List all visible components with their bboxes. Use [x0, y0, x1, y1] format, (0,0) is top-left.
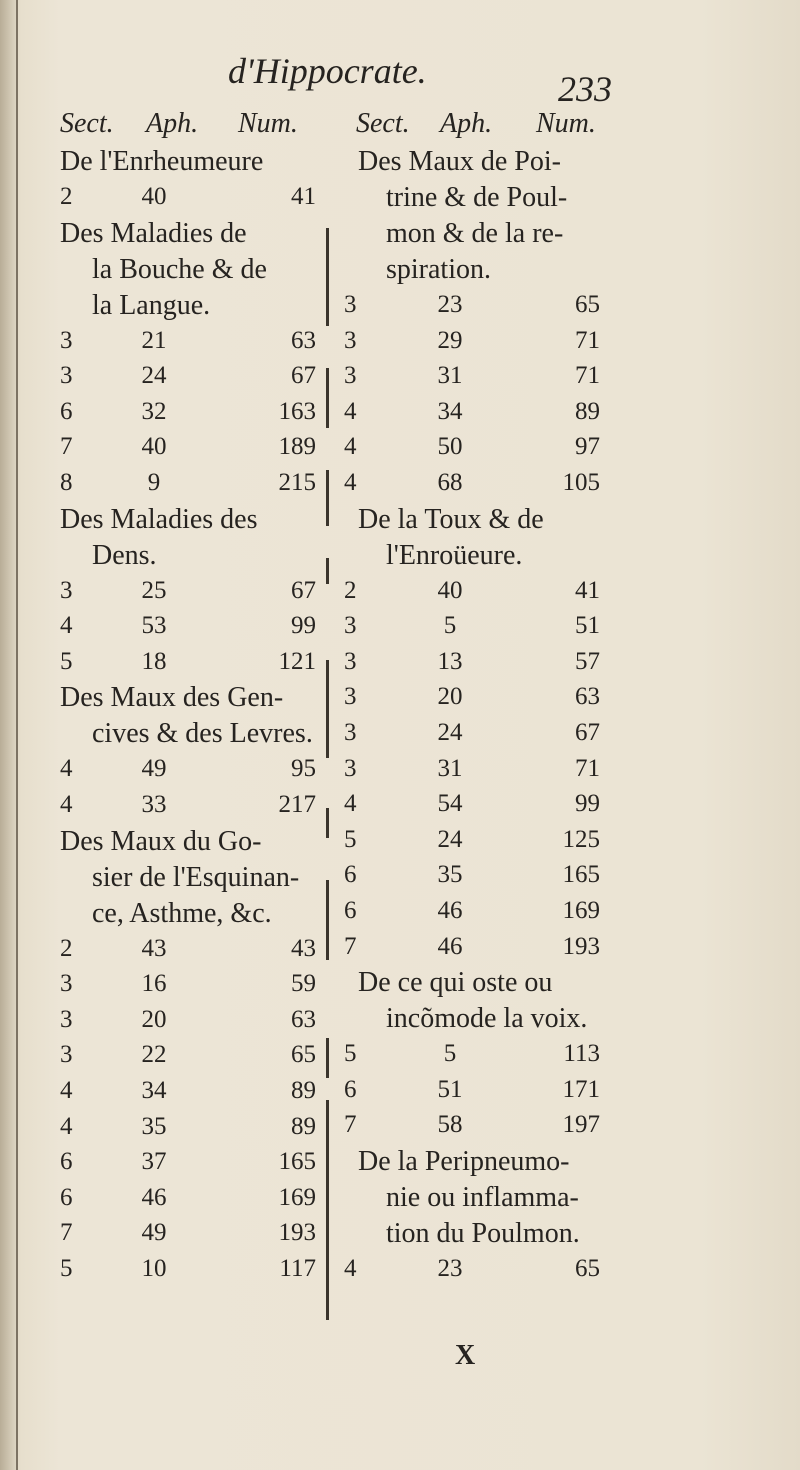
index-row	[0, 895, 800, 927]
index-aph-value: 32	[141, 397, 167, 425]
index-num-value: 113	[563, 1040, 600, 1068]
section-heading-line: Des Maux de Poi-	[358, 146, 561, 177]
index-aph-value: 24	[141, 362, 167, 390]
index-aph-value: 34	[437, 397, 463, 425]
index-aph-value: 43	[141, 934, 167, 962]
section-heading-line: trine & de Poul-	[386, 182, 568, 213]
index-sect-value: 3	[344, 326, 357, 354]
index-num-value: 97	[575, 433, 600, 461]
index-sect-value: 6	[344, 861, 357, 889]
index-num-value: 71	[575, 362, 600, 390]
index-num-value: 117	[279, 1255, 316, 1282]
index-aph-value: 21	[141, 326, 167, 354]
right-header-num: Num.	[536, 108, 596, 139]
page-number: 233	[558, 69, 612, 109]
index-aph-value: 46	[141, 1183, 167, 1211]
index-aph-value: 22	[141, 1041, 167, 1069]
index-aph-value: 40	[437, 576, 463, 604]
index-row	[0, 681, 800, 713]
section-heading-line: ce, Asthme, &c.	[92, 897, 272, 929]
index-sect-value: 4	[60, 1112, 73, 1140]
index-num-value: 89	[291, 1112, 316, 1140]
index-aph-value: 37	[141, 1148, 167, 1176]
index-num-value: 193	[562, 932, 600, 960]
index-row	[0, 646, 800, 678]
section-heading-line: De la Toux & de	[358, 503, 544, 535]
section-heading-line: Des Maux des Gen-	[60, 682, 284, 714]
index-sect-value: 3	[344, 647, 357, 675]
column-rule	[326, 558, 329, 584]
section-heading-line: De ce qui oste ou	[358, 967, 553, 999]
index-sect-value: 4	[60, 1077, 73, 1104]
index-num-value: 217	[278, 791, 316, 818]
index-aph-value: 46	[437, 897, 463, 924]
running-title: d'Hippocrate.	[228, 51, 427, 91]
index-sect-value: 6	[344, 1075, 357, 1103]
section-heading-line: incõmode la voix.	[386, 1003, 588, 1035]
index-sect-value: 3	[60, 576, 73, 604]
index-aph-value: 68	[437, 469, 463, 496]
column-rule	[326, 808, 329, 838]
index-row	[0, 575, 800, 607]
index-aph-value: 54	[437, 790, 463, 818]
column-rule	[326, 368, 329, 428]
index-sect-value: 7	[344, 1111, 357, 1139]
index-sect-value: 3	[344, 754, 357, 782]
index-sect-value: 5	[60, 1255, 73, 1282]
left-header-aph: Aph.	[146, 108, 199, 139]
index-row	[0, 610, 800, 642]
index-num-value: 171	[562, 1075, 600, 1103]
section-heading-line: De l'Enrheumeure	[60, 146, 264, 177]
index-aph-value: 5	[443, 612, 457, 640]
index-row	[0, 824, 800, 856]
section-heading-line: Des Maux du Go-	[60, 825, 262, 857]
index-aph-value: 40	[141, 183, 167, 210]
section-heading-line: l'Enroüeure.	[386, 539, 523, 571]
section-heading-line: la Langue.	[92, 289, 211, 321]
column-rule	[326, 470, 329, 526]
index-aph-value: 34	[141, 1077, 167, 1104]
section-heading-line: spiration.	[386, 254, 491, 285]
index-num-value: 43	[291, 934, 316, 962]
index-sect-value: 7	[60, 1219, 73, 1247]
index-sect-value: 4	[344, 1255, 357, 1282]
index-num-value: 215	[278, 469, 316, 496]
index-aph-value: 25	[141, 576, 167, 604]
signature-mark: X	[455, 1340, 476, 1371]
index-aph-value: 46	[437, 932, 463, 960]
index-sect-value: 4	[60, 791, 73, 818]
index-aph-value: 35	[437, 861, 463, 889]
index-row	[0, 325, 800, 357]
index-num-value: 71	[575, 326, 600, 354]
index-row	[0, 1074, 800, 1106]
section-heading-line: mon & de la re-	[386, 218, 564, 249]
index-num-value: 63	[291, 326, 316, 354]
index-num-value: 105	[562, 469, 600, 496]
index-num-value: 165	[562, 861, 600, 889]
index-aph-value: 24	[437, 825, 463, 853]
index-num-value: 99	[291, 612, 316, 640]
index-row	[0, 753, 800, 785]
index-aph-value: 33	[141, 791, 167, 818]
index-sect-value: 5	[60, 647, 73, 675]
index-num-value: 59	[291, 970, 316, 998]
index-row	[0, 431, 800, 463]
index-sect-value: 8	[60, 469, 73, 496]
index-sect-value: 2	[344, 576, 357, 604]
index-aph-value: 51	[437, 1075, 463, 1103]
index-sect-value: 6	[60, 1183, 73, 1211]
index-aph-value: 16	[141, 970, 167, 998]
index-sect-value: 3	[344, 291, 357, 318]
section-heading-line: Dens.	[92, 539, 157, 571]
index-row	[0, 931, 800, 963]
index-sect-value: 3	[344, 612, 357, 640]
index-num-value: 41	[291, 183, 316, 210]
section-heading-line: Des Maladies des	[60, 503, 258, 535]
right-header-sect: Sect.	[356, 108, 410, 139]
index-aph-value: 31	[437, 362, 463, 390]
index-aph-value: 23	[437, 291, 463, 318]
index-sect-value: 2	[60, 934, 73, 962]
index-aph-value: 18	[141, 647, 167, 675]
index-aph-value: 49	[141, 755, 167, 783]
index-aph-value: 53	[141, 612, 167, 640]
index-aph-value: 20	[141, 1005, 167, 1033]
index-row	[0, 360, 800, 392]
index-aph-value: 50	[437, 433, 463, 461]
section-heading-line: Des Maladies de	[60, 217, 247, 249]
section-heading-line: la Bouche & de	[92, 253, 267, 285]
index-sect-value: 5	[344, 1040, 357, 1068]
index-sect-value: 6	[60, 397, 73, 425]
index-num-value: 163	[278, 397, 316, 425]
index-aph-value: 35	[141, 1112, 167, 1140]
index-aph-value: 20	[437, 683, 463, 711]
index-sect-value: 4	[344, 433, 357, 461]
right-header-aph: Aph.	[440, 108, 493, 139]
column-rule	[326, 228, 329, 326]
index-num-value: 197	[562, 1111, 600, 1139]
index-num-value: 63	[291, 1005, 316, 1033]
index-num-value: 99	[575, 790, 600, 818]
index-sect-value: 4	[344, 469, 357, 496]
index-num-value: 89	[291, 1077, 316, 1104]
index-num-value: 67	[575, 719, 600, 746]
index-num-value: 169	[562, 897, 600, 924]
index-num-value: 169	[278, 1183, 316, 1211]
index-row	[0, 717, 800, 749]
section-heading-line: sier de l'Esquinan-	[92, 861, 300, 893]
section-heading-line: De la Peripneumo-	[358, 1146, 570, 1177]
index-sect-value: 6	[60, 1148, 73, 1176]
index-num-value: 65	[291, 1041, 316, 1069]
index-num-value: 67	[291, 362, 316, 390]
index-row	[0, 788, 800, 820]
index-row	[0, 859, 800, 891]
index-row	[0, 289, 800, 321]
index-num-value: 65	[575, 291, 600, 318]
index-row	[0, 467, 800, 499]
index-sect-value: 3	[60, 970, 73, 998]
index-num-value: 125	[562, 825, 600, 853]
index-sect-value: 6	[344, 897, 357, 924]
index-num-value: 71	[575, 754, 600, 782]
index-num-value: 189	[278, 433, 316, 461]
index-num-value: 57	[575, 647, 600, 675]
left-header-sect: Sect.	[60, 108, 114, 139]
index-num-value: 121	[278, 647, 316, 675]
index-aph-value: 58	[437, 1111, 463, 1139]
index-row	[0, 1038, 800, 1070]
index-num-value: 95	[291, 755, 316, 783]
index-aph-value: 40	[141, 433, 167, 461]
index-sect-value: 3	[60, 1005, 73, 1033]
index-aph-value: 10	[141, 1255, 167, 1282]
index-aph-value: 29	[437, 326, 463, 354]
index-row	[0, 396, 800, 428]
index-sect-value: 7	[344, 932, 357, 960]
index-sect-value: 4	[344, 397, 357, 425]
left-header-num: Num.	[238, 108, 298, 139]
section-heading-line: tion du Poulmon.	[386, 1218, 580, 1249]
index-aph-value: 9	[147, 469, 161, 496]
index-sect-value: 3	[344, 683, 357, 711]
index-aph-value: 31	[437, 754, 463, 782]
index-row	[0, 1253, 800, 1285]
index-aph-value: 23	[437, 1255, 463, 1282]
index-sect-value: 4	[60, 612, 73, 640]
index-row	[0, 1109, 800, 1141]
column-rule	[326, 660, 329, 758]
index-num-value: 89	[575, 397, 600, 425]
column-rule	[326, 1100, 329, 1320]
index-sect-value: 2	[60, 183, 73, 210]
index-sect-value: 3	[344, 719, 357, 746]
index-sect-value: 3	[60, 1041, 73, 1069]
section-heading-line: nie ou inflamma-	[386, 1182, 579, 1213]
index-sect-value: 4	[60, 755, 73, 783]
index-aph-value: 13	[437, 647, 463, 675]
index-sect-value: 3	[60, 326, 73, 354]
column-rule	[326, 1038, 329, 1078]
index-num-value: 63	[575, 683, 600, 711]
index-num-value: 193	[278, 1219, 316, 1247]
index-num-value: 51	[575, 612, 600, 640]
index-aph-value: 49	[141, 1219, 167, 1247]
index-sect-value: 4	[344, 790, 357, 818]
index-num-value: 67	[291, 576, 316, 604]
index-num-value: 165	[278, 1148, 316, 1176]
index-aph-value: 24	[437, 719, 463, 746]
index-sect-value: 3	[344, 362, 357, 390]
index-aph-value: 5	[443, 1040, 457, 1068]
index-sect-value: 7	[60, 433, 73, 461]
index-num-value: 65	[575, 1255, 600, 1282]
column-rule	[326, 880, 329, 960]
index-sect-value: 5	[344, 825, 357, 853]
index-num-value: 41	[575, 576, 600, 604]
section-heading-line: cives & des Levres.	[92, 718, 313, 750]
index-sect-value: 3	[60, 362, 73, 390]
